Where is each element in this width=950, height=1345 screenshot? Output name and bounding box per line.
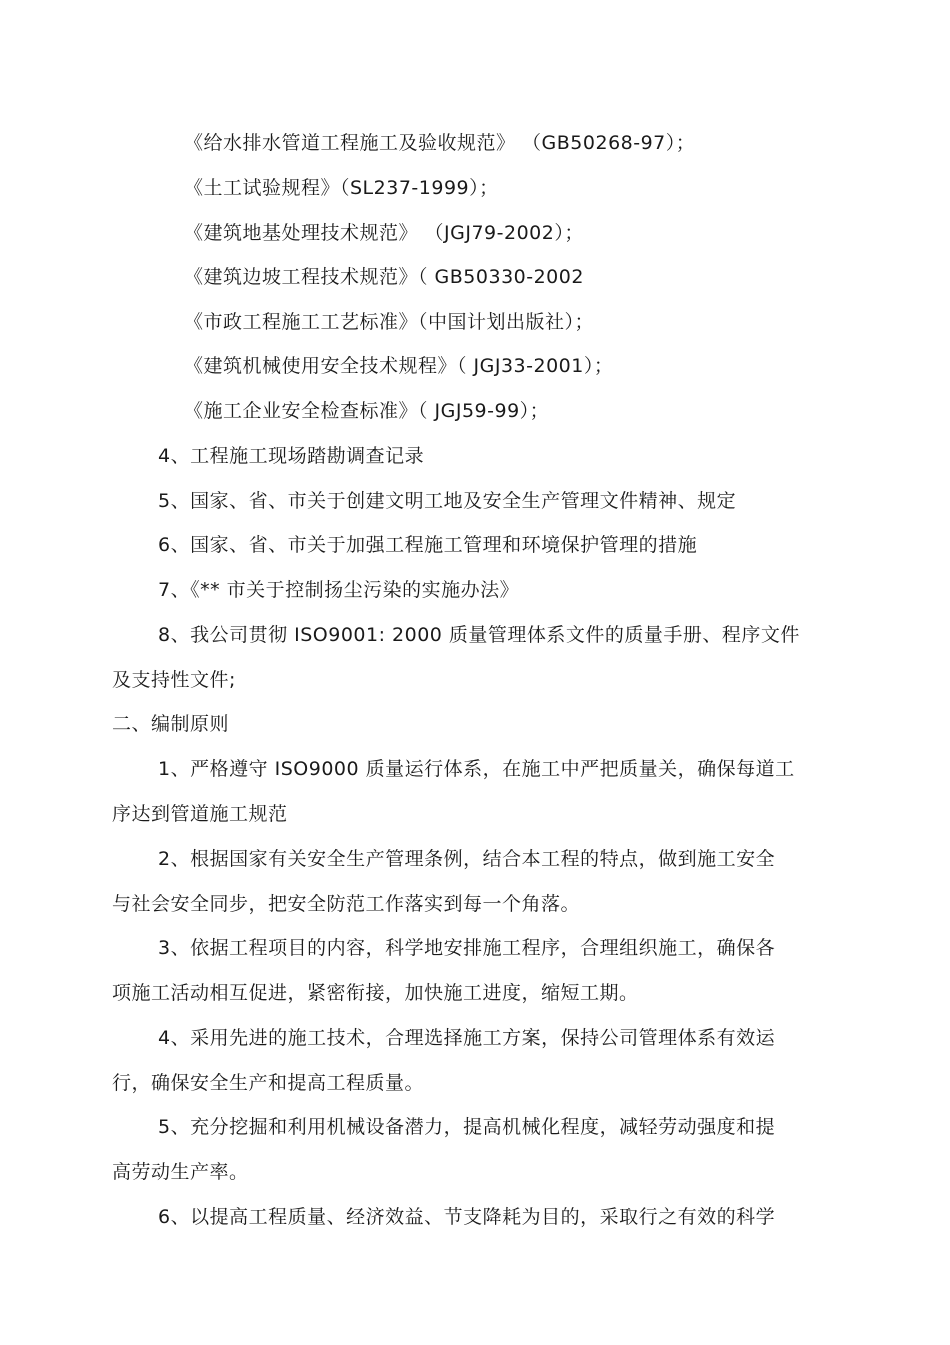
- standard-item: 《建筑边坡工程技术规范》（ GB50330-2002: [184, 266, 584, 288]
- standard-item: 《施工企业安全检查标准》（ JGJ59-99）；: [184, 400, 550, 422]
- principle-line: 6、以提高工程质量、经济效益、节支降耗为目的，采取行之有效的科学: [158, 1206, 776, 1228]
- section-heading: 二、编制原则: [112, 713, 230, 735]
- standard-item: 《土工试验规程》（SL237-1999）；: [184, 177, 499, 199]
- standard-item: 《市政工程施工工艺标准》（中国计划出版社）；: [184, 311, 595, 333]
- principle-line: 1、严格遵守 ISO9000 质量运行体系，在施工中严把质量关，确保每道工: [158, 758, 795, 780]
- basis-item: 5、国家、省、市关于创建文明工地及安全生产管理文件精神、规定: [158, 490, 737, 512]
- principle-line: 2、根据国家有关安全生产管理条例，结合本工程的特点，做到施工安全: [158, 848, 776, 870]
- standard-item: 《建筑地基处理技术规范》 （JGJ79-2002）；: [184, 222, 584, 244]
- basis-item-8-line1: 8、我公司贯彻 ISO9001: 2000 质量管理体系文件的质量手册、程序文件: [158, 624, 800, 646]
- principle-line: 高劳动生产率。: [112, 1161, 249, 1183]
- basis-item: 4、工程施工现场踏勘调查记录: [158, 445, 425, 467]
- principle-line: 序达到管道施工规范: [112, 803, 288, 825]
- principle-line: 3、依据工程项目的内容，科学地安排施工程序，合理组织施工，确保各: [158, 937, 776, 959]
- standard-item: 《建筑机械使用安全技术规程》（ JGJ33-2001）；: [184, 355, 614, 377]
- principle-line: 与社会安全同步，把安全防范工作落实到每一个角落。: [112, 893, 581, 915]
- principle-line: 项施工活动相互促进，紧密衔接，加快施工进度，缩短工期。: [112, 982, 639, 1004]
- principle-line: 4、采用先进的施工技术，合理选择施工方案，保持公司管理体系有效运: [158, 1027, 776, 1049]
- standard-item: 《给水排水管道工程施工及验收规范》 （GB50268-97）；: [184, 132, 696, 154]
- principle-line: 5、充分挖掘和利用机械设备潜力，提高机械化程度，减轻劳动强度和提: [158, 1116, 776, 1138]
- basis-item-8-line2: 及支持性文件;: [112, 669, 236, 691]
- principle-line: 行，确保安全生产和提高工程质量。: [112, 1072, 425, 1094]
- basis-item: 6、国家、省、市关于加强工程施工管理和环境保护管理的措施: [158, 534, 698, 556]
- basis-item: 7、《** 市关于控制扬尘污染的实施办法》: [158, 579, 520, 601]
